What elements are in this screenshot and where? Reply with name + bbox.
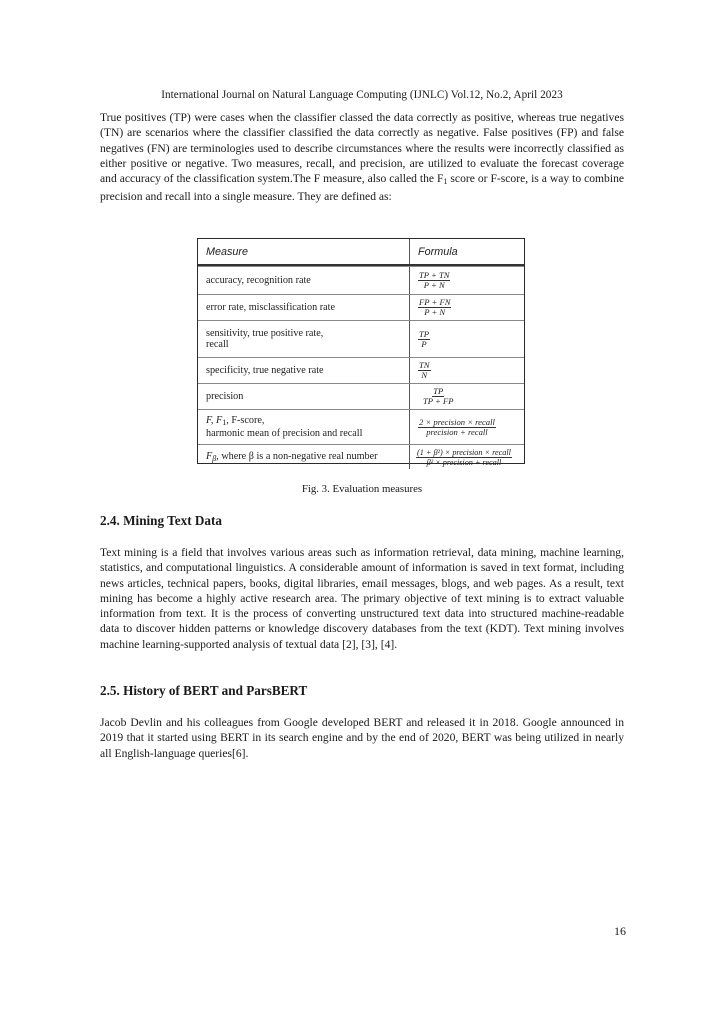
table-row: [198, 409, 524, 444]
measure-cell: precision: [206, 391, 244, 402]
header-formula: Formula: [409, 239, 524, 264]
measure-cell: $F_\beta$, where β is a non-negative real number: [206, 450, 378, 463]
measure-cell: accuracy, recognition rate: [206, 275, 311, 286]
formula-cell: $\frac{\text{2 × precision × recall}}{\text{precision + recall}}$: [419, 416, 495, 437]
measure-cell: sensitivity, true positive rate, recall: [206, 328, 324, 350]
table-header: [198, 239, 524, 266]
table-row: [198, 383, 524, 409]
section-heading-mining-text: 2.4. Mining Text Data: [100, 513, 222, 528]
formula-cell: $\frac{TP + TN}{P + N}$: [419, 270, 450, 290]
paragraph-bert-history: Jacob Devlin and his colleagues from Google developed BERT and released it in 2018. Google announced in 2019 that it started using BERT in its search engine and by the end of 2020, BERT was being utilized in nearly all English-language queries[6].: [100, 716, 624, 760]
table-row: [198, 444, 524, 469]
subscript: 1: [443, 177, 448, 187]
measure-cell: F, $F_1$, F-score, harmonic mean of precision and recall: [206, 415, 363, 439]
formula-cell: $\frac{FP + FN}{P + N}$: [419, 297, 451, 317]
formula-cell: $\frac{TP}{P}$: [419, 328, 430, 349]
paragraph-text-end: score or F-score, is a way to combine precision and recall into a single measure. They are defined as:: [100, 172, 625, 204]
journal-header: International Journal on Natural Language Computing (IJNLC) Vol.12, No.2, April 2023: [161, 89, 563, 101]
measure-cell: error rate, misclassification rate: [206, 302, 335, 313]
measure-cell: specificity, true negative rate: [206, 365, 324, 376]
table-row: [198, 357, 524, 383]
header-measure: Measure: [206, 245, 249, 258]
table-row: [198, 320, 524, 357]
formula-cell: $\frac{TN}{N}$: [419, 360, 430, 380]
table-row: [198, 294, 524, 320]
formula-cell: $\frac{TP}{TP + FP}$: [423, 386, 454, 406]
table-row: [198, 266, 524, 294]
page-number: 16: [614, 924, 626, 938]
paragraph-text-mining: Text mining is a field that involves various areas such as information retrieval, data mining, machine learning, statistics, and computational linguistics. A considerable amount of information is saved in text format, including news articles, technical papers, books, digital libraries, email messages, blogs, and web pages. As a result, text mining has become a highly active research area. The primary objective of text mining is to extract valuable information from text. It is the process of converting unstructured text data into structured machine-readable data to discover hidden patterns or knowledge discovery databases from the text (KDT). Text mining involves machine learning-supported analysis of textual data [2], [3], [4].: [100, 546, 624, 651]
section-heading-bert-history: 2.5. History of BERT and ParsBERT: [100, 683, 308, 698]
figure-caption: Fig. 3. Evaluation measures: [301, 483, 423, 495]
evaluation-measures-table: [197, 238, 525, 467]
formula-cell: $\frac{\text{(1 + β²) × precision × recall}}{\text{β² × precision + recall}}$: [417, 447, 511, 467]
paragraph-text: True positives (TP) were cases when the classifier classed the data correctly as positive, whereas true negatives (TN) are scenarios where the classifier classified the data correctly as negative. False positives (FP) and false negatives (FN) are terminologies used to describe circumstances where the results were incorrectly classified as either positive or negative. Two measures, recall, and precision, are utilized to evaluate the forecast coverage and accuracy of the classification system.The F measure, also called the F: [100, 111, 624, 186]
paragraph-confusion-terms: [100, 110, 624, 205]
